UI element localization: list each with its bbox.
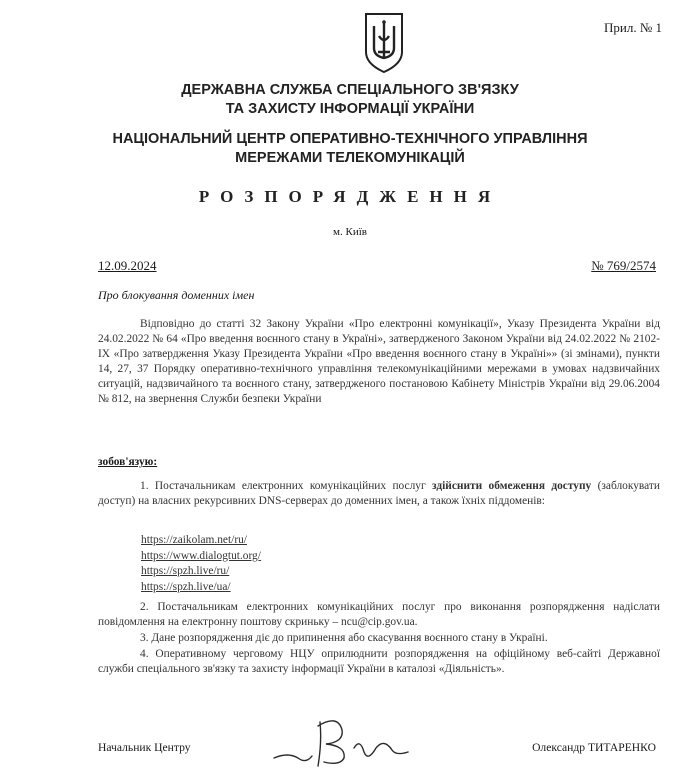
item2-text: 2. Постачальникам електронних комунікаційних послуг про виконання розпорядження надіслати повідомлення на електронну поштову скриньку – ncu@cip.gov.ua. bbox=[98, 601, 660, 628]
org-line-4: МЕРЕЖАМИ ТЕЛЕКОМУНІКАЦІЙ bbox=[235, 150, 465, 166]
orders-label: зобов'язую: bbox=[98, 456, 158, 468]
org-line-1: ДЕРЖАВНА СЛУЖБА СПЕЦІАЛЬНОГО ЗВ'ЯЗКУ bbox=[181, 82, 519, 98]
org-line-3: НАЦІОНАЛЬНИЙ ЦЕНТР ОПЕРАТИВНО-ТЕХНІЧНОГО УПРАВЛІННЯ bbox=[112, 131, 588, 147]
domain-link[interactable]: https://www.dialogtut.org/ bbox=[141, 549, 261, 562]
order-item-2 bbox=[98, 600, 660, 630]
item1-text-start: 1. Постачальникам електронних комунікаційних послуг bbox=[140, 480, 432, 492]
document-number: № 769/2574 bbox=[591, 258, 656, 273]
item1-text-end: (заблокувати доступ) на власних рекурсивних DNS-серверах до доменних імен, а також їхніх піддоменів: bbox=[98, 480, 660, 507]
item1-text-bold: здійснити обмеження доступу bbox=[432, 480, 592, 492]
document-title: РОЗПОРЯДЖЕННЯ bbox=[198, 187, 502, 206]
item3-text: 3. Дане розпорядження діє до припинення або скасування воєнного стану в Україні. bbox=[140, 632, 548, 644]
annex-label: Прил. № 1 bbox=[604, 20, 662, 35]
order-item-1 bbox=[98, 479, 660, 509]
preamble bbox=[98, 317, 660, 407]
document-subject: Про блокування доменних імен bbox=[98, 288, 255, 302]
order-item-4 bbox=[98, 647, 660, 677]
blocked-domains-list bbox=[141, 533, 261, 595]
handwritten-signature bbox=[268, 708, 418, 770]
domain-link[interactable]: https://zaikolam.net/ru/ bbox=[141, 534, 247, 546]
item4-text: 4. Оперативному черговому НЦУ оприлюднити розпорядження на офіційному веб-сайті Державної служби спеціального зв'язку та захисту інформації України в каталозі «Діяльність». bbox=[98, 648, 660, 675]
signatory-position: Начальник Центру bbox=[98, 741, 191, 754]
organization-name bbox=[60, 81, 640, 119]
signatory-name: Олександр ТИТАРЕНКО bbox=[532, 741, 656, 754]
domain-link[interactable]: https://spzh.live/ua/ bbox=[141, 580, 231, 593]
trident-emblem-icon bbox=[362, 12, 406, 74]
org-line-2: ТА ЗАХИСТУ ІНФОРМАЦІЇ УКРАЇНИ bbox=[225, 101, 475, 117]
domain-link[interactable]: https://spzh.live/ru/ bbox=[141, 565, 230, 577]
city-label: м. Київ bbox=[333, 226, 367, 238]
document-date: 12.09.2024 bbox=[98, 258, 157, 273]
center-name bbox=[60, 130, 640, 168]
order-item-3 bbox=[98, 631, 660, 646]
preamble-paragraph: Відповідно до статті 32 Закону України «Про електронні комунікації», Указу Президента України від 24.02.2022 № 64 «Про введення воєнного стану в Україні», затвердженого Законом України від 24.02.2022 № 2102-IX «Про затвердження Указу Президента України «Про введення воєнного стану в Україні»» (зі змінами), пункти 14, 27, 37 Порядку оперативно-технічного управління телекомунікаційними мережами в умовах надзвичайних ситуацій, надзвичайного та воєнного стану, затвердженого постановою Кабінету Міністрів України від 29.06.2004 № 812, на звернення Служби безпеки України bbox=[98, 318, 660, 405]
